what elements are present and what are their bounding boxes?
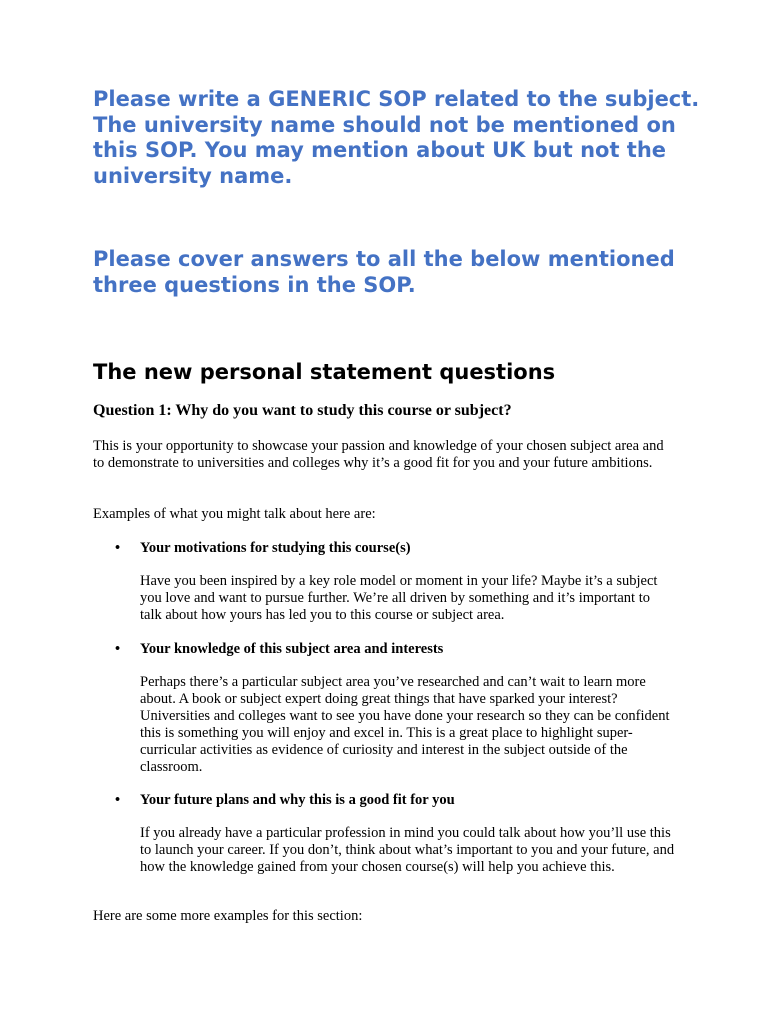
bullet-body: Have you been inspired by a key role model or moment in your life? Maybe it’s a subject you love and want to pursue further. We’re all driven by something and it’s important to talk about how yours has led you to this course or subject area.	[140, 573, 658, 623]
bullet-body: Perhaps there’s a particular subject area you’ve researched and can’t wait to learn more about. A book or subject expert doing great things that have sparked your interest? Universities and colleges want to see you have done your research so they can be confident this is something you will enjoy and excel in. This is a great place to highlight super-curricular activities as evidence of curiosity and interest in the subject outside of the classroom.	[140, 674, 670, 775]
bullet-icon: •	[115, 792, 121, 808]
intro-paragraph: This is your opportunity to showcase your passion and knowledge of your chosen subject area and to demonstrate to universities and colleges why it’s a good fit for you and your future ambitions.	[93, 438, 664, 471]
bullet-title: Your knowledge of this subject area and interests	[140, 641, 444, 657]
instruction-generic-sop: Please write a GENERIC SOP related to the subject. The university name should not be mentioned on this SOP. You may mention about UK but not the university name.	[93, 87, 700, 188]
bullet-title: Your future plans and why this is a good fit for you	[140, 792, 455, 808]
bullet-icon: •	[115, 641, 121, 657]
bullet-icon: •	[115, 540, 121, 556]
more-examples-paragraph: Here are some more examples for this section:	[93, 908, 363, 924]
bullet-title: Your motivations for studying this course(s)	[140, 540, 411, 556]
examples-intro: Examples of what you might talk about here are:	[93, 506, 376, 522]
bullet-body: If you already have a particular profession in mind you could talk about how you’ll use this to launch your career. If you don’t, think about what’s important to you and your future, and how the knowledge gained from your chosen course(s) will help you achieve this.	[140, 825, 675, 875]
section-heading: The new personal statement questions	[93, 360, 556, 384]
question-1-heading: Question 1: Why do you want to study this course or subject?	[93, 402, 512, 419]
instruction-cover-questions: Please cover answers to all the below mentioned three questions in the SOP.	[93, 247, 675, 297]
